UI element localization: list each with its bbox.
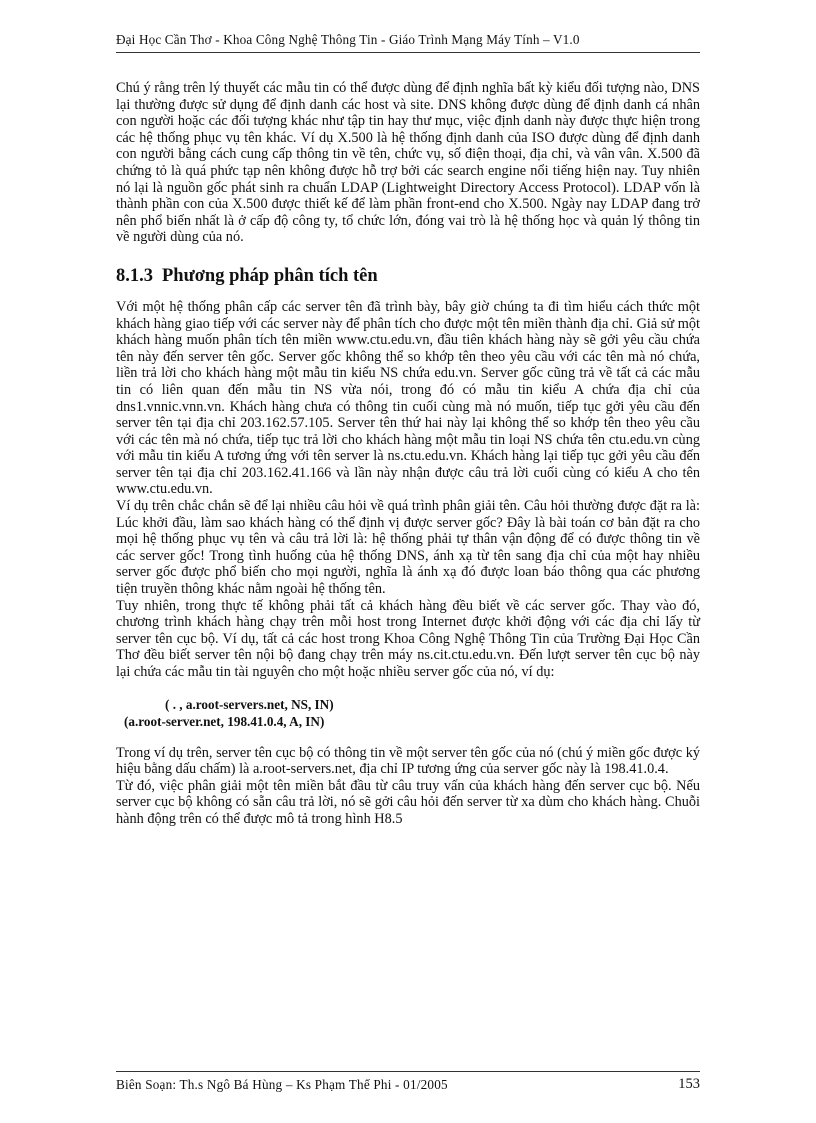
page-number: 153 (678, 1076, 700, 1092)
body-paragraph: Ví dụ trên chắc chắn sẽ để lại nhiều câu hỏi về quá trình phân giải tên. Câu hỏi thường được đặt ra là: Lúc khởi đầu, làm sao khách hàng có thể định vị được server gốc? Đây là bài toán cơ bản đặt ra cho mọi hệ thống phục vụ tên và câu trả lời là: hệ thống phải tự thân vận động để có được thông tin về các server gốc! Trong tình huống của hệ thống DNS, ánh xạ từ tên sang địa chỉ của một hay nhiều server gốc được phổ biến cho mọi người, nghĩa là ánh xạ đó được loan báo thông qua các phương tiện truyền thông khác nằm ngoài hệ thống tên. (116, 498, 700, 598)
body-paragraph: Với một hệ thống phân cấp các server tên đã trình bày, bây giờ chúng ta đi tìm hiểu cách thức một khách hàng giao tiếp với các server này để phân tích cho được một tên miền thành địa chỉ. Giả sử một khách hàng muốn phân tích tên miền www.ctu.edu.vn, đầu tiên khách hàng này sẽ gởi yêu cầu chứa tên này đến server tên gốc. Server gốc không thể so khớp tên theo yêu cầu với các tên mà nó chứa, liền trả lời cho khách hàng một mẫu tin kiểu NS chứa edu.vn. Server gốc cũng trả về tất cả các mẫu tin có liên quan đến mẫu tin NS vừa nói, trong đó có mẫu tin kiểu A chứa địa chỉ của dns1.vnnic.vnn.vn. Khách hàng chưa có thông tin cuối cùng mà nó muốn, tiếp tục gởi yêu cầu đến server tên tại địa chỉ 203.162.57.105. Server tên thứ hai này lại không thể so khớp tên theo yêu cầu với các tên mà nó chứa, tiếp tục trả lời cho khách hàng một mẫu tin loại NS chứa tên ctu.edu.vn cùng với mẫu tin kiểu A tương ứng với tên server là ns.ctu.edu.vn. Khách hàng lại tiếp tục gởi yêu cầu đến server tên tại địa chỉ 203.162.41.166 và lần này nhận được câu trả lời cuối cùng có kiểu A cho tên www.ctu.edu.vn. (116, 298, 700, 498)
intro-paragraph: Chú ý rằng trên lý thuyết các mẫu tin có thể được dùng để định nghĩa bất kỳ kiểu đối tượng nào, DNS lại thường được sử dụng để định danh các host và site. DNS không được dùng để định danh cá nhân con người hoặc các đối tượng khác như tập tin hay thư mục, việc định danh này được thực hiện trong các hệ thống phục vụ tên khác. Ví dụ X.500 là hệ thống định danh của ISO được dùng để định danh con người bằng cách cung cấp thông tin về tên, chức vụ, số điện thoại, địa chỉ, và vân vân. X.500 đã chứng tỏ là quá phức tạp nên không được hỗ trợ bởi các search engine nổi tiếng hiện nay. Tuy nhiên nó lại là nguồn gốc phát sinh ra chuẩn LDAP (Lightweight Directory Access Protocol). LDAP vốn là thành phần con của X.500 được thiết kế để làm phần front-end cho X.500. Ngày nay LDAP đang trở nên phổ biến nhất là ở cấp độ công ty, tổ chức lớn, đóng vai trò là hệ thống học và quản lý thông tin về người dùng của nó. (116, 80, 700, 246)
resource-record-example (116, 696, 700, 730)
body-paragraph: Tuy nhiên, trong thực tế không phải tất cả khách hàng đều biết về các server gốc. Thay vào đó, chương trình khách hàng chạy trên mỗi host trong Internet được khởi động với các địa chỉ lấy từ server tên cục bộ. Ví dụ, tất cả các host trong Khoa Công Nghệ Thông Tin của Trường Đại Học Cần Thơ đều biết server tên nội bộ đang chạy trên máy ns.cit.ctu.edu.vn. Đến lượt server tên cục bộ này lại chứa các mẫu tin tài nguyên cho một hoặc nhiều server gốc của nó, ví dụ: (116, 597, 700, 680)
section-title: Phương pháp phân tích tên (162, 265, 378, 286)
section-heading (116, 266, 700, 286)
page-content (116, 80, 700, 828)
section-number: 8.1.3 (116, 265, 153, 286)
footer-author: Biên Soạn: Th.s Ngô Bá Hùng – Ks Phạm Thế Phi - 01/2005 (116, 1077, 448, 1092)
body-paragraph: Trong ví dụ trên, server tên cục bộ có thông tin về một server tên gốc của nó (chú ý miền gốc được ký hiệu bằng dấu chấm) là a.root-servers.net, địa chỉ IP tương ứng của server gốc này là 198.41.0.4. (116, 744, 700, 778)
footer-divider (116, 1071, 700, 1072)
page-header: Đại Học Cần Thơ - Khoa Công Nghệ Thông Tin - Giáo Trình Mạng Máy Tính – V1.0 (116, 32, 580, 47)
record-line: (a.root-server.net, 198.41.0.4, A, IN) (124, 713, 325, 729)
body-paragraph: Từ đó, việc phân giải một tên miền bắt đầu từ câu truy vấn của khách hàng đến server cục bộ. Nếu server cục bộ không có sẵn câu trả lời, nó sẽ gởi câu hỏi đến server từ xa dùm cho khách hàng. Chuỗi hành động trên có thể được mô tả trong hình H8.5 (116, 777, 700, 827)
header-divider (116, 52, 700, 53)
record-line: ( . , a.root-servers.net, NS, IN) (165, 696, 334, 712)
